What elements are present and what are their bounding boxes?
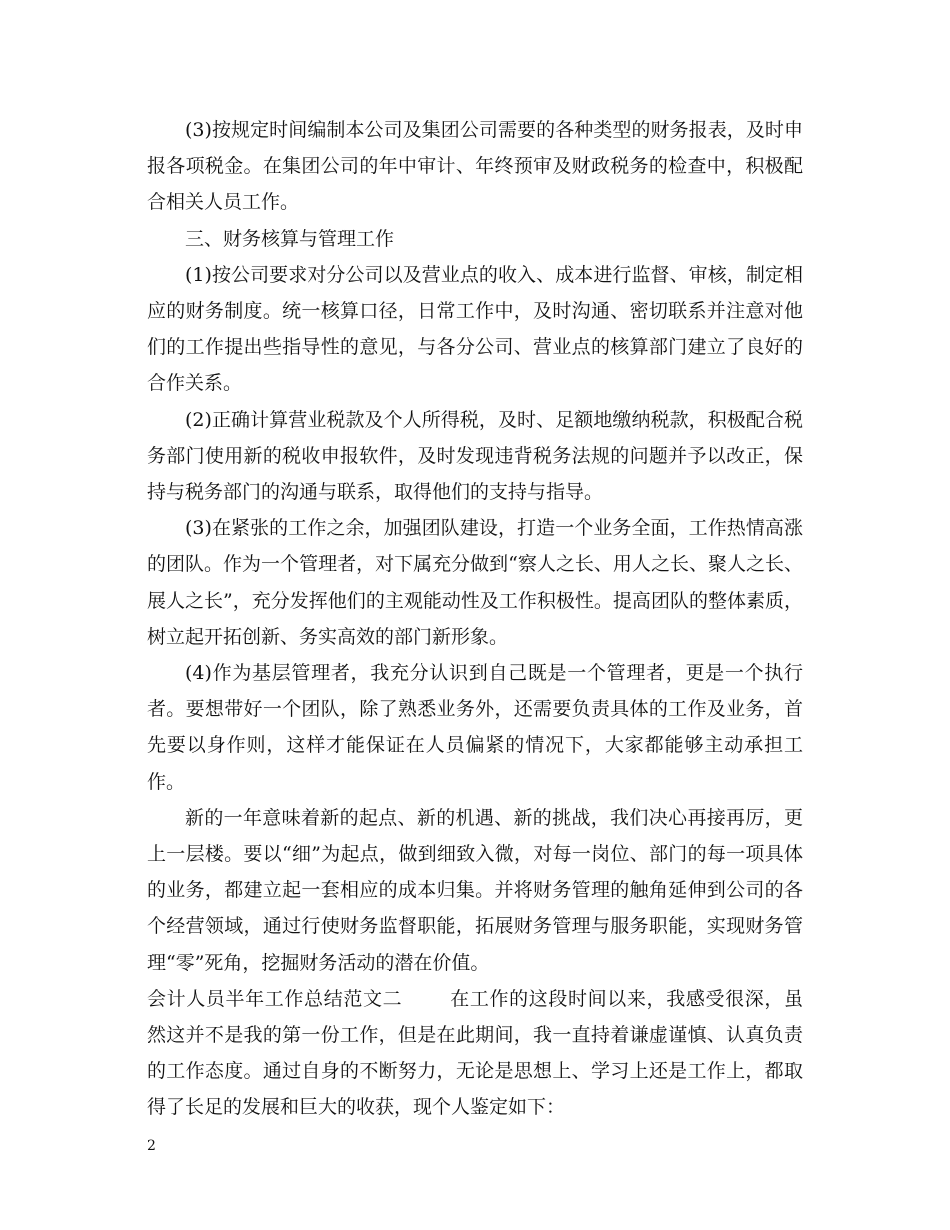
section-two-body: 在工作的这段时间以来，我感受很深，虽然这并不是我的第一份工作，但是在此期间，我一直持着谦虚谨慎、认真负责的工作态度。通过自身的不断努力，无论是思想上、学习上还是工作上，都取得了长足的发展和巨大的收获，现个人鉴定如下： (147, 987, 803, 1119)
section-two (147, 981, 803, 1126)
section-two-title: 会计人员半年工作总结范文二 (147, 987, 403, 1010)
paragraph-supervision: (1)按公司要求对分公司以及营业点的收入、成本进行监督、审核，制定相应的财务制度。统一核算口径，日常工作中，及时沟通、密切联系并注意对他们的工作提出些指导性的意见，与各分公司、营业点的核算部门建立了良好的合作关系。 (147, 263, 803, 395)
paragraph-taxes: (2)正确计算营业税款及个人所得税，及时、足额地缴纳税款，积极配合税务部门使用新的税收申报软件，及时发现违背税务法规的问题并予以改正，保持与税务部门的沟通与联系，取得他们的支持与指导。 (147, 408, 803, 504)
page-number: 2 (147, 1138, 156, 1154)
document-body (147, 112, 803, 1126)
paragraph-team-building: (3)在紧张的工作之余，加强团队建设，打造一个业务全面，工作热情高涨的团队。作为一个管理者，对下属充分做到“察人之长、用人之长、聚人之长、展人之长”，充分发挥他们的主观能动性及工作积极性。提高团队的整体素质，树立起开拓创新、务实高效的部门新形象。 (147, 517, 803, 648)
paragraph-new-year: 新的一年意味着新的起点、新的机遇、新的挑战，我们决心再接再厉，更上一层楼。要以“细”为起点，做到细致入微，对每一岗位、部门的每一项具体的业务，都建立起一套相应的成本归集。并将财务管理的触角延伸到公司的各个经营领域，通过行使财务监督职能，拓展财务管理与服务职能，实现财务管理“零”死角，挖掘财务活动的潜在价值。 (147, 806, 803, 974)
paragraph-executor: (4)作为基层管理者，我充分认识到自己既是一个管理者，更是一个执行者。要想带好一个团队，除了熟悉业务外，还需要负责具体的工作及业务，首先要以身作则，这样才能保证在人员偏紧的情况下，大家都能够主动承担工作。 (147, 662, 803, 793)
section-heading-accounting: 三、财务核算与管理工作 (185, 227, 395, 250)
paragraph-financial-reports: (3)按规定时间编制本公司及集团公司需要的各种类型的财务报表，及时申报各项税金。在集团公司的年中审计、年终预审及财政税务的检查中，积极配合相关人员工作。 (147, 119, 803, 214)
